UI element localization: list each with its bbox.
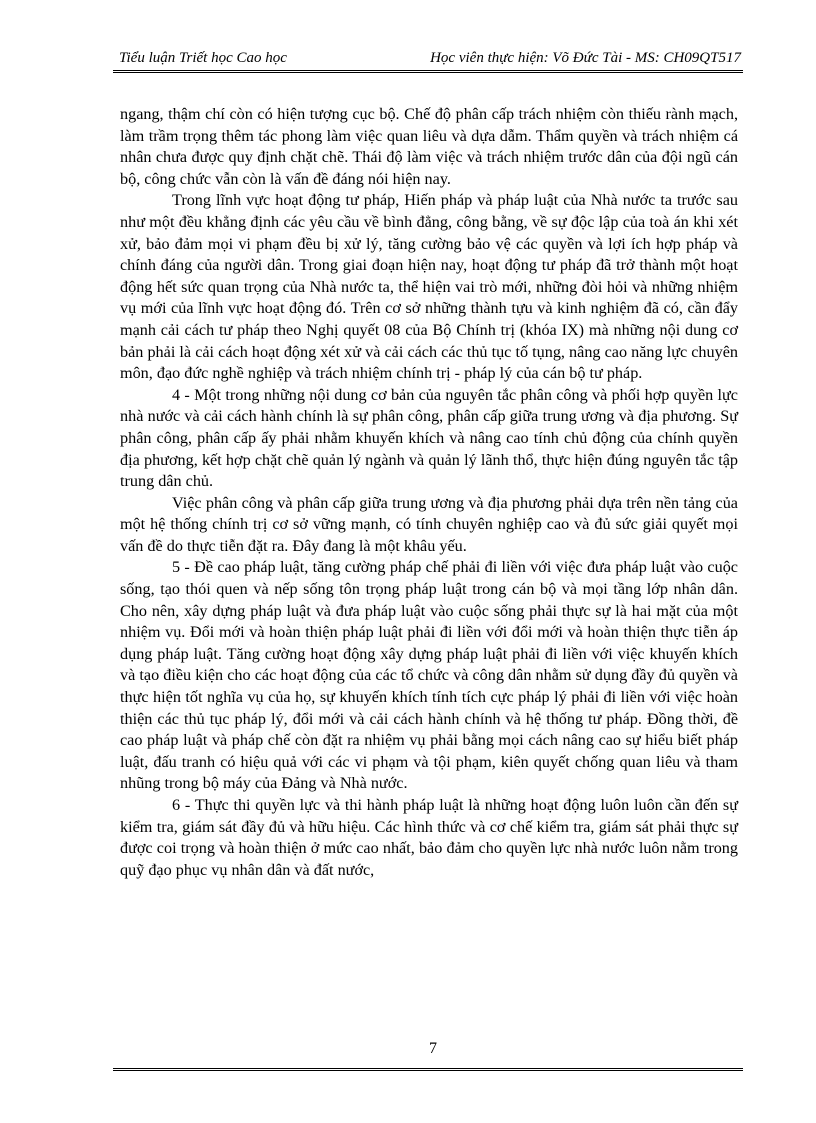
paragraph-point-5: 5 - Đề cao pháp luật, tăng cường pháp chế phải đi liền với việc đưa pháp luật vào cuộc sống, tạo thói quen và nếp sống tôn trọng pháp luật trong cán bộ và mọi tầng lớp nhân dân. Cho nên, xây dựng pháp luật và đưa pháp luật vào cuộc sống phải thực sự là hai mặt của một nhiệm vụ. Đổi mới và hoàn thiện pháp luật phải đi liền với đổi mới và hoàn thiện thực tiễn áp dụng pháp luật. Tăng cường hoạt động xây dựng pháp luật phải đi liền với việc khuyến khích và tạo điều kiện cho các hoạt động của các tổ chức và công dân nhằm sử dụng đầy đủ quyền và thực hiện tốt nghĩa vụ của họ, sự khuyến khích tính tích cực pháp lý phải đi liền với việc hoàn thiện các thủ tục pháp lý, đổi mới và cải cách hành chính và hệ thống tư pháp. Đồng thời, đề cao pháp luật và pháp chế còn đặt ra nhiệm vụ phải bằng mọi cách nâng cao sự hiểu biết pháp luật, đấu tranh có hiệu quả với các vi phạm và tội phạm, kiên quyết chống quan liêu và tham nhũng trong bộ máy của Đảng và Nhà nước. <box>120 558 738 793</box>
paragraph-point-4: 4 - Một trong những nội dung cơ bản của nguyên tắc phân công và phối hợp quyền lực nhà nước và cải cách hành chính là sự phân công, phân cấp giữa trung ương và địa phương. Sự phân công, phân cấp ấy phải nhằm khuyến khích và nâng cao tính chủ động của chính quyền địa phương, kết hợp chặt chẽ quản lý ngành và quản lý lãnh thổ, thực hiện đúng nguyên tắc tập trung dân chủ. <box>120 385 738 491</box>
header-author-info: Học viên thực hiện: Võ Đức Tài - MS: CH09QT517 <box>430 50 741 66</box>
paragraph-decentralization: Việc phân công và phân cấp giữa trung ương và địa phương phải dựa trên nền tảng của một hệ thống chính trị cơ sở vững mạnh, có tính chuyên nghiệp cao và đủ sức giải quyết mọi vấn đề do thực tiễn đặt ra. Đây đang là một khâu yếu. <box>120 493 738 555</box>
paragraph-continuation: ngang, thậm chí còn có hiện tượng cục bộ. Chế độ phân cấp trách nhiệm còn thiếu rành mạch, làm trầm trọng thêm tác phong làm việc quan liêu và dựa dẫm. Thẩm quyền và trách nhiệm cá nhân chưa được quy định chặt chẽ. Thái độ làm việc và trách nhiệm trước dân của đội ngũ cán bộ, công chức vẫn còn là vấn đề đáng nói hiện nay. <box>120 105 738 188</box>
page-footer <box>113 1040 743 1071</box>
page-header <box>113 47 743 69</box>
page-number: 7 <box>429 1040 437 1057</box>
paragraph-point-6: 6 - Thực thi quyền lực và thi hành pháp luật là những hoạt động luôn luôn cần đến sự kiểm tra, giám sát đầy đủ và hữu hiệu. Các hình thức và cơ chế kiểm tra, giám sát phải thực sự được coi trọng và hoàn thiện ở mức cao nhất, bảo đảm cho quyền lực nhà nước luôn nằm trong quỹ đạo phục vụ nhân dân và đất nước, <box>120 796 738 879</box>
header-divider <box>113 70 743 73</box>
paragraph-judicial-activity: Trong lĩnh vực hoạt động tư pháp, Hiến pháp và pháp luật của Nhà nước ta trước sau như một đều khẳng định các yêu cầu về bình đẳng, công bằng, về sự độc lập của toà án khi xét xử, bảo đảm mọi vi phạm đều bị xử lý, tăng cường bảo vệ các quyền và lợi ích hợp pháp và chính đáng của người dân. Trong giai đoạn hiện nay, hoạt động tư pháp đã trở thành một hoạt động hết sức quan trọng của Nhà nước ta, thể hiện vai trò mới, những đòi hỏi và những nhiệm vụ mới của lĩnh vực hoạt động đó. Trên cơ sở những thành tựu và kinh nghiệm đã có, cần đẩy mạnh cải cách tư pháp theo Nghị quyết 08 của Bộ Chính trị (khóa IX) mà những nội dung cơ bản phải là cải cách hoạt động xét xử và cải cách các thủ tục tố tụng, nâng cao năng lực chuyên môn, đạo đức nghề nghiệp và trách nhiệm chính trị - pháp lý của cán bộ tư pháp. <box>120 191 738 383</box>
document-body <box>120 104 738 881</box>
header-course-title: Tiểu luận Triết học Cao học <box>119 50 287 66</box>
footer-divider <box>113 1068 743 1071</box>
